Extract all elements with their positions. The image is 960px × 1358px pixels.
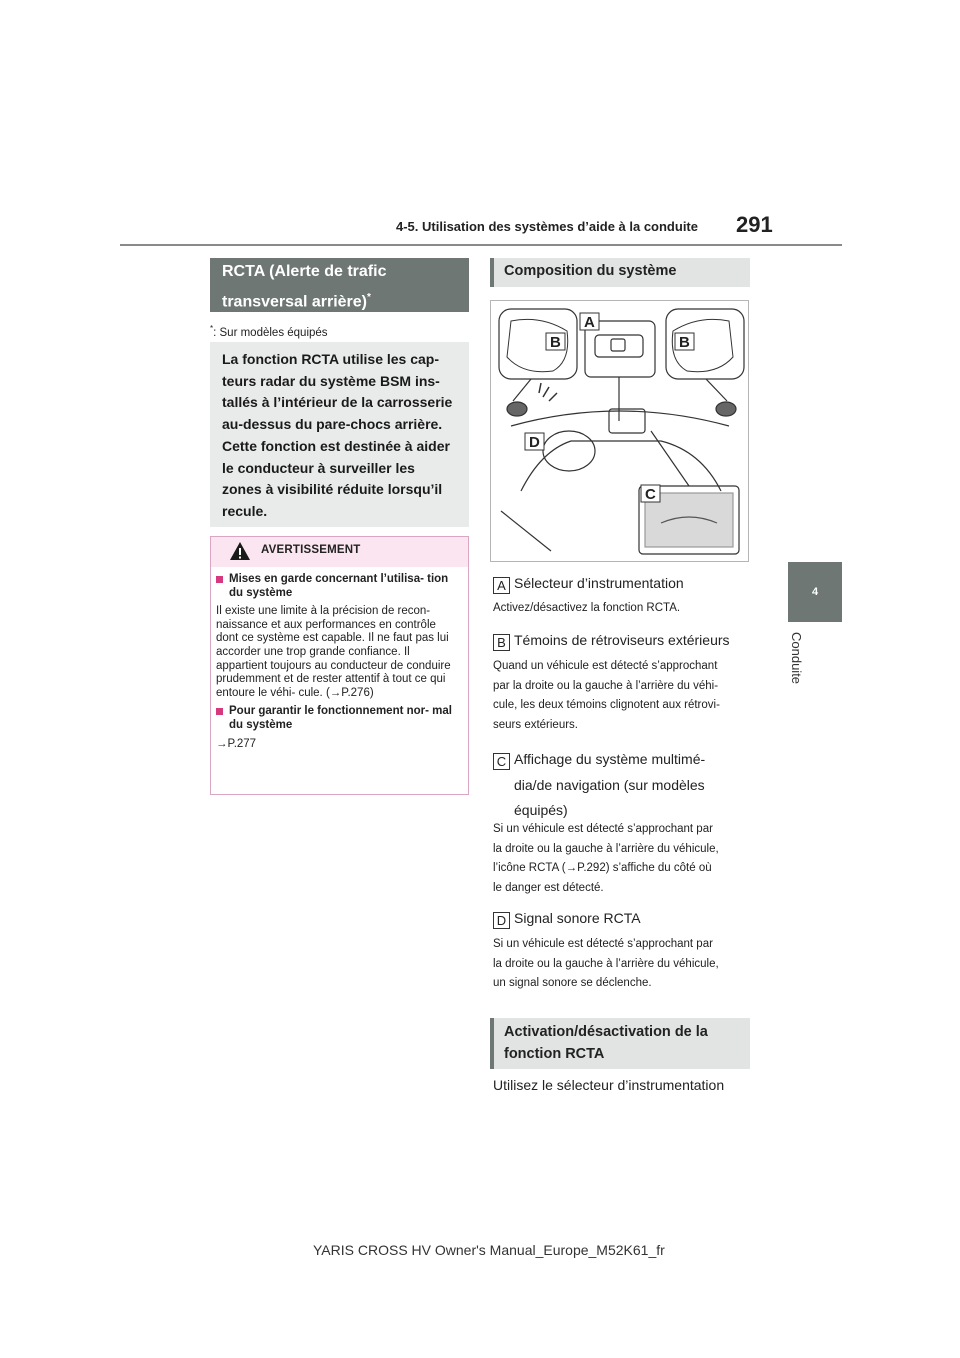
item-d-text: Signal sonore RCTA [514, 910, 641, 926]
warning-body [215, 573, 460, 756]
figure-label-b-left: B [550, 334, 561, 351]
activation-heading [490, 1018, 750, 1069]
bullet-square-icon [216, 708, 223, 715]
activation-heading-line1: Activation/désactivation de la [504, 1024, 708, 1040]
intro-line: teurs radar du système BSM ins- [222, 372, 440, 389]
item-d-description [493, 935, 753, 994]
desc-line: Si un véhicule est détecté s’approchant par [493, 938, 713, 950]
rcta-heading-mark: * [366, 292, 371, 303]
footnote [210, 324, 328, 339]
warning-paragraph: Il existe une limite à la précision de recon- naissance et aux performances en contrôle dont ce système est capable. Il ne faut pas lui accorder une trop grande confiance. Il appartient toujours au conducteur de conduire prudemment et de rester attentif à tout ce qui entoure le véhi- cule. (→P.276) [216, 605, 451, 699]
item-c-text: dia/de navigation (sur modèles [514, 776, 705, 793]
item-c-description [493, 820, 753, 898]
header-rule [120, 244, 842, 246]
item-c-title [493, 747, 705, 824]
figure-label-b-right: B [679, 334, 690, 351]
rcta-heading-line1: RCTA (Alerte de trafic [222, 263, 387, 280]
intro-line: La fonction RCTA utilise les cap- [222, 351, 440, 367]
chapter-tab[interactable] [788, 562, 842, 622]
footer-text: YARIS CROSS HV Owner's Manual_Europe_M52K61_fr [313, 1242, 665, 1258]
letter-badge-d: D [493, 912, 510, 929]
desc-line: l’icône RCTA (→P.292) s’affiche du côté où [493, 862, 712, 874]
rcta-heading-line2: transversal arrière) [222, 293, 367, 311]
footnote-text: : Sur modèles équipés [213, 326, 328, 339]
desc-line: Quand un véhicule est détecté s’approchant [493, 660, 718, 672]
warning-paragraph: →P.277 [216, 737, 257, 750]
desc-line: cule, les deux témoins clignotent aux rétrovi- [493, 699, 720, 711]
item-c-text: Affichage du système multimé- [514, 751, 706, 767]
chapter-number: 4 [811, 586, 819, 598]
desc-line: un signal sonore se déclenche. [493, 977, 652, 989]
intro-line: Cette fonction est destinée à aider [222, 437, 450, 454]
desc-line: seurs extérieurs. [493, 718, 579, 731]
activation-text: Utilisez le sélecteur d’instrumentation [493, 1077, 725, 1093]
desc-line: Activez/désactivez la fonction RCTA. [493, 602, 681, 614]
item-c-text: équipés) [514, 802, 568, 818]
item-a-description [493, 599, 753, 619]
system-figure [490, 300, 749, 562]
intro-line: au-dessus du pare-chocs arrière. [222, 416, 443, 433]
letter-badge-b: B [493, 634, 510, 651]
item-b-description [493, 657, 753, 735]
warning-bullet-text: Pour garantir le fonctionnement nor- mal du système [229, 705, 452, 731]
warning-box [210, 536, 469, 795]
warning-triangle-icon [229, 541, 251, 561]
footnote-mark: * [210, 324, 214, 333]
intro-line: recule. [222, 502, 268, 519]
dashboard-illustration [491, 301, 748, 561]
bullet-square-icon [216, 576, 223, 583]
item-b-text: Témoins de rétroviseurs extérieurs [514, 632, 730, 648]
activation-heading-line2: fonction RCTA [504, 1045, 605, 1062]
item-a-text: Sélecteur d’instrumentation [514, 575, 684, 591]
letter-badge-c: C [493, 753, 510, 770]
rcta-heading [210, 258, 469, 312]
warning-title: AVERTISSEMENT [261, 544, 361, 556]
intro-box [210, 342, 469, 527]
warning-bullet [215, 573, 460, 600]
item-d-title [493, 910, 641, 929]
chapter-label: Conduite [789, 632, 804, 685]
page-number: 291 [736, 212, 773, 237]
desc-line: la droite ou la gauche à l’arrière du véhicule, [493, 842, 719, 855]
letter-badge-a: A [493, 577, 510, 594]
intro-line: le conducteur à surveiller les [222, 459, 415, 476]
desc-line: Si un véhicule est détecté s’approchant par [493, 823, 713, 835]
intro-line: zones à visibilité réduite lorsqu’il [222, 481, 443, 498]
section-title: 4-5. Utilisation des systèmes d’aide à la conduite [396, 219, 698, 234]
desc-line: le danger est détecté. [493, 881, 604, 894]
warning-bullet-text: Mises en garde concernant l’utilisa- tion du système [229, 573, 449, 599]
figure-label-a: A [584, 314, 595, 331]
figure-label-c: C [645, 486, 656, 503]
desc-line: par la droite ou la gauche à l’arrière du véhi- [493, 679, 719, 692]
composition-heading: Composition du système [490, 258, 750, 287]
intro-line: tallés à l’intérieur de la carrosserie [222, 394, 453, 411]
warning-bullet [215, 705, 460, 732]
figure-label-d: D [529, 434, 540, 451]
desc-line: la droite ou la gauche à l’arrière du véhicule, [493, 957, 719, 970]
item-b-title [493, 632, 730, 651]
warning-title-bar [211, 537, 468, 567]
item-a-title [493, 575, 684, 594]
